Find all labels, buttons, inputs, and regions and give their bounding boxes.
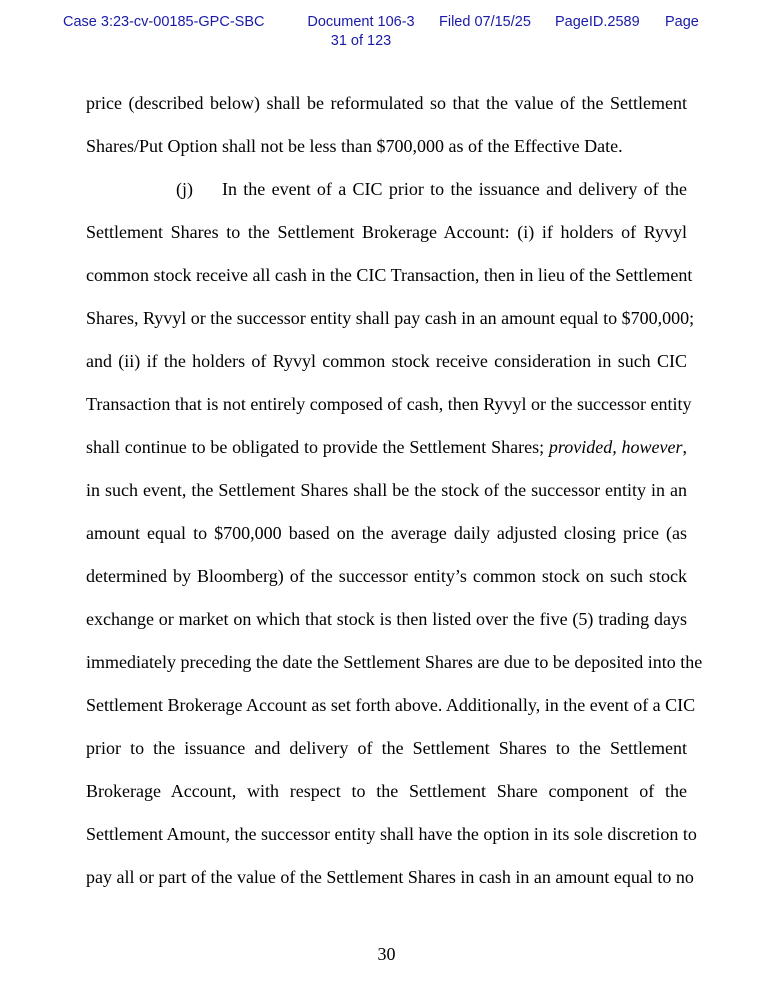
body-line: determined by Bloomberg) of the successor entity’s common stock on such stock <box>86 566 687 586</box>
body-line: common stock receive all cash in the CIC Transaction, then in lieu of the Settlement <box>86 265 693 285</box>
body-line: price (described below) shall be reformulated so that the value of the Settlement <box>86 93 687 113</box>
body-line: prior to the issuance and delivery of the Settlement Shares to the Settlement <box>86 738 687 758</box>
body-line: Settlement Shares to the Settlement Brokerage Account: (i) if holders of Ryvyl <box>86 222 687 242</box>
body-line: Brokerage Account, with respect to the Settlement Share component of the <box>86 781 687 801</box>
body-line: exchange or market on which that stock is then listed over the five (5) trading days <box>86 609 687 629</box>
emphasis-text: provided, however <box>548 437 683 457</box>
body-line: immediately preceding the date the Settlement Shares are due to be deposited into the <box>86 652 703 672</box>
case-number: Case 3:23-cv-00185-GPC-SBC <box>63 14 265 30</box>
body-line: Shares, Ryvyl or the successor entity shall pay cash in an amount equal to $700,000; <box>86 308 695 328</box>
document-number <box>303 13 419 51</box>
paragraph-marker: (j) <box>176 179 193 199</box>
body-line: In the event of a CIC prior to the issuance and delivery of the <box>222 179 687 199</box>
filed-date: Filed 07/15/25 <box>439 14 531 30</box>
page-label: Page <box>665 14 699 30</box>
body-line: Shares/Put Option shall not be less than $700,000 as of the Effective Date. <box>86 136 623 156</box>
body-line: pay all or part of the value of the Settlement Shares in cash in an amount equal to no <box>86 867 694 887</box>
body-line: Transaction that is not entirely composed of cash, then Ryvyl or the successor entity <box>86 394 692 414</box>
body-text: shall continue to be obligated to provide the Settlement Shares; <box>86 437 545 457</box>
page-count-line: 31 of 123 <box>330 33 392 49</box>
body-line: Settlement Amount, the successor entity shall have the option in its sole discretion to <box>86 824 697 844</box>
page-number: 30 <box>377 944 396 964</box>
page-id: PageID.2589 <box>555 14 640 30</box>
body-line: Settlement Brokerage Account as set forth above. Additionally, in the event of a CIC <box>86 695 696 715</box>
body-line <box>86 436 687 458</box>
body-line: amount equal to $700,000 based on the average daily adjusted closing price (as <box>86 523 687 543</box>
body-line: in such event, the Settlement Shares shall be the stock of the successor entity in an <box>86 480 687 500</box>
document-number-line: Document 106-3 <box>307 14 415 30</box>
body-text: , <box>682 437 688 457</box>
body-line: and (ii) if the holders of Ryvyl common stock receive consideration in such CIC <box>86 351 687 371</box>
